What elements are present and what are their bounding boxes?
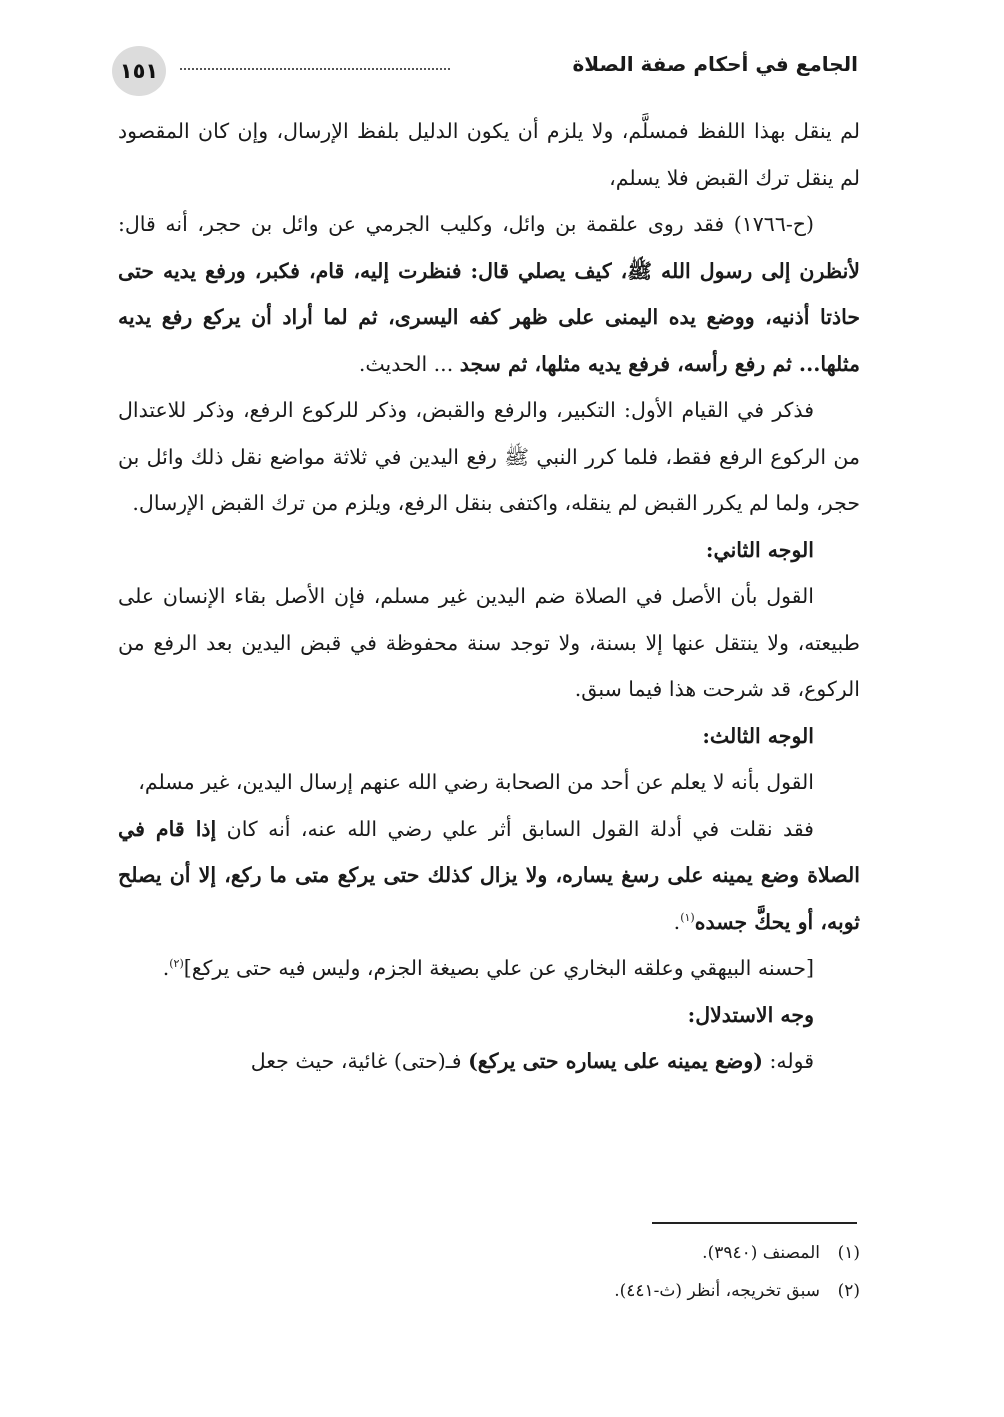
footnote-marker[interactable]: (٢) xyxy=(169,957,184,971)
running-title-text: الجامع في أحكام صفة الصلاة xyxy=(572,52,858,76)
athar-text: إذا قام في الصلاة وضع يمينه على رسغ يساره، ولا يزال كذلك حتى يركع متى ما ركع، إلا أن يصلح ثوبه، أو يحكَّ جسده xyxy=(118,816,860,934)
hadith-text: لأنظرن إلى رسول الله ﷺ، كيف يصلي قال: فنظرت إليه، قام، فكبر، ورفع يديه حتى حاذتا أذنيه، ووضع يده اليمنى على ظهر كفه اليسرى، ثم لما أراد أن يركع رفع يديه مثلها... ثم رفع رأسه، فرفع يديه مثلها، ثم سجد xyxy=(118,258,860,376)
grading-note xyxy=(118,945,860,992)
paragraph-text: القول بأنه لا يعلم عن أحد من الصحابة رضي الله عنهم إرسال اليدين، غير مسلم، xyxy=(138,770,814,794)
hadith-paragraph xyxy=(118,201,860,387)
footnote-number: (١) xyxy=(837,1243,860,1263)
paragraph xyxy=(118,108,860,201)
paragraph xyxy=(118,759,860,806)
athar-paragraph xyxy=(118,806,860,946)
section-heading: الوجه الثاني: xyxy=(705,537,814,562)
section-heading: وجه الاستدلال: xyxy=(687,1002,814,1027)
hadith-intro: (ح-١٧٦٦) فقد روى علقمة بن وائل، وكليب الجرمي عن وائل بن حجر، أنه قال: xyxy=(118,212,814,236)
footnote-separator xyxy=(652,1222,857,1224)
paragraph-text: القول بأن الأصل في الصلاة ضم اليدين غير مسلم، فإن الأصل بقاء الإنسان على طبيعته، ولا ينتقل عنها إلا بسنة، ولا توجد سنة محفوظة في قبض اليدين بعد الرفع من الركوع، قد شرحت هذا فيما سبق. xyxy=(118,584,860,701)
footnote-text: المصنف (٣٩٤٠). xyxy=(702,1243,820,1263)
footnote-number: (٢) xyxy=(837,1281,860,1301)
footnotes xyxy=(118,1234,860,1310)
paragraph-text: فذكر في القيام الأول: التكبير، والرفع والقبض، وذكر للركوع الرفع، وذكر للاعتدال من الركوع الرفع فقط، فلما كرر النبي ﷺ رفع اليدين في ثلاثة مواضع نقل ذلك وائل بن حجر، ولما لم يكرر القبض لم ينقله، واكتفى بنقل الرفع، ويلزم من ترك القبض الإرسال. xyxy=(118,398,860,515)
paragraph xyxy=(118,1038,860,1085)
page-number: ١٥١ xyxy=(112,46,166,96)
main-text xyxy=(118,108,860,1085)
punctuation: . xyxy=(673,909,681,934)
paragraph-intro: قوله: xyxy=(762,1049,814,1073)
header-dotted-rule xyxy=(180,68,450,70)
hadith-ending: ... الحديث. xyxy=(358,351,460,376)
footnote-marker[interactable]: (١) xyxy=(680,910,695,924)
grading-text: [حسنه البيهقي وعلقه البخاري عن علي بصيغة الجزم، وليس فيه حتى يركع] xyxy=(183,956,814,980)
page-header xyxy=(112,42,858,102)
footnote xyxy=(118,1234,860,1272)
footnote-text: سبق تخريجه، أنظر (ث-٤٤١). xyxy=(614,1281,820,1301)
running-title xyxy=(573,52,859,76)
paragraph xyxy=(118,573,860,713)
paragraph-ending: فـ(حتى) غائية، حيث جعل xyxy=(250,1049,469,1073)
paragraph-text: لم ينقل بهذا اللفظ فمسلَّم، ولا يلزم أن يكون الدليل بلفظ الإرسال، وإن كان المقصود لم ينقل ترك القبض فلا يسلم، xyxy=(118,119,860,190)
paragraph xyxy=(118,387,860,527)
footnote xyxy=(118,1272,860,1310)
punctuation: . xyxy=(162,956,170,980)
quoted-text: (وضع يمينه على يساره حتى يركع) xyxy=(468,1049,763,1073)
athar-intro: فقد نقلت في أدلة القول السابق أثر علي رضي الله عنه، أنه كان xyxy=(216,816,814,841)
section-heading: الوجه الثالث: xyxy=(702,723,814,748)
